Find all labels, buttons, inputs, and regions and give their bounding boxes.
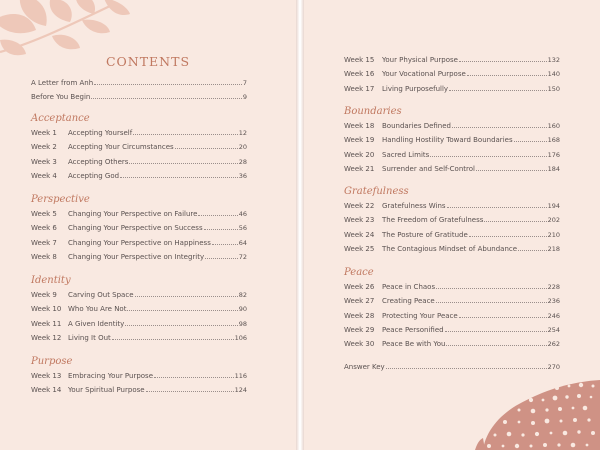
- dot-leader: [91, 98, 242, 99]
- entry-title: Accepting Others: [68, 157, 129, 166]
- dot-leader: [198, 215, 237, 216]
- dot-leader: [469, 236, 547, 237]
- week-label: Week 28: [344, 311, 375, 320]
- dot-leader: [94, 84, 242, 85]
- week-label: Week 21: [344, 164, 375, 173]
- contents-heading: CONTENTS: [105, 54, 191, 69]
- toc-entry[interactable]: [344, 213, 560, 227]
- dot-leader: [445, 331, 547, 332]
- toc-entry[interactable]: [344, 323, 560, 337]
- week-label: Week 20: [344, 150, 375, 159]
- page-number: 64: [238, 238, 247, 247]
- entry-title: Gratefulness Wins: [382, 202, 446, 210]
- week-label: Week 18: [344, 122, 375, 130]
- week-label: Week 9: [31, 291, 57, 299]
- week-label: Week 19: [344, 136, 375, 145]
- right-page: [304, 0, 600, 450]
- dot-leader: [205, 258, 238, 259]
- toc-entry[interactable]: [31, 236, 247, 250]
- week-label: Week 24: [344, 230, 375, 239]
- page-number: 236: [547, 297, 560, 306]
- week-label: Week 8: [31, 252, 57, 261]
- toc-entry[interactable]: [344, 162, 560, 176]
- week-label: Week 14: [31, 386, 62, 395]
- dot-leader: [449, 90, 547, 91]
- section-acceptance: [31, 112, 247, 183]
- week-label: Week 29: [344, 325, 375, 334]
- page-number: 194: [547, 202, 560, 210]
- entry-title: Your Physical Purpose: [382, 56, 458, 64]
- page-number: 246: [547, 311, 560, 320]
- entry-title: Your Spiritual Purpose: [68, 386, 145, 395]
- entry-title: A Letter from Anh: [31, 79, 94, 87]
- toc-entry[interactable]: [344, 82, 560, 96]
- dot-leader: [204, 229, 238, 230]
- week-label: Week 11: [31, 319, 62, 328]
- toc-entry[interactable]: [31, 250, 247, 264]
- week-label: Week 15: [344, 56, 375, 64]
- dot-leader: [146, 391, 234, 392]
- toc-entry[interactable]: [344, 360, 560, 374]
- dot-leader: [125, 325, 237, 326]
- entry-title: Living It Out: [68, 333, 111, 342]
- entry-title: Accepting Your Circumstances: [68, 143, 174, 152]
- entry-title: Who You Are Not: [68, 305, 127, 314]
- entry-title: Changing Your Perspective on Happiness: [68, 238, 211, 247]
- entry-title: The Freedom of Gratefulness: [382, 216, 484, 225]
- section-heading: Peace: [344, 267, 374, 278]
- entry-title: Embracing Your Purpose: [68, 372, 154, 380]
- toc-entry[interactable]: [31, 288, 247, 302]
- entry-title: Accepting God: [68, 171, 120, 180]
- toc-entry[interactable]: [31, 302, 247, 316]
- toc-entry[interactable]: [344, 294, 560, 308]
- entry-title: Boundaries Defined: [382, 122, 451, 130]
- dot-leader: [129, 163, 237, 164]
- section-heading: Boundaries: [344, 106, 402, 117]
- entry-title: Sacred Limits: [382, 150, 430, 159]
- toc-entry[interactable]: [344, 337, 560, 351]
- dotted-blob-decoration: [475, 378, 600, 450]
- toc-entry[interactable]: [344, 309, 560, 323]
- toc-entry[interactable]: [31, 207, 247, 221]
- week-label: Week 22: [344, 202, 375, 210]
- dot-leader: [154, 377, 234, 378]
- week-label: Week 4: [31, 171, 57, 180]
- week-label: Week 12: [31, 333, 62, 342]
- section-heading: Gratefulness: [344, 186, 409, 197]
- toc-entry[interactable]: [344, 148, 560, 162]
- dot-leader: [436, 302, 547, 303]
- week-label: Week 13: [31, 372, 62, 380]
- week-label: Week 25: [344, 244, 375, 253]
- page-number: 106: [234, 333, 247, 342]
- page-number: 20: [238, 143, 247, 152]
- page-number: 140: [547, 70, 560, 79]
- toc-entry[interactable]: [344, 228, 560, 242]
- page-number: 90: [238, 305, 247, 314]
- entry-title: The Posture of Gratitude: [382, 230, 468, 239]
- section-perspective: [31, 193, 247, 264]
- entry-title: Handling Hostility Toward Boundaries: [382, 136, 513, 145]
- dot-leader: [514, 141, 547, 142]
- dot-leader: [459, 61, 547, 62]
- page-number: 176: [547, 150, 560, 159]
- entry-title: Peace Be with You: [382, 340, 446, 349]
- dot-leader: [135, 296, 238, 297]
- week-label: Week 10: [31, 305, 62, 314]
- entry-title: Changing Your Perspective on Success: [68, 224, 203, 233]
- dot-leader: [452, 127, 547, 128]
- page-number: 202: [547, 216, 560, 225]
- page-number: 36: [238, 171, 247, 180]
- entry-title: Answer Key: [344, 363, 385, 371]
- section-purpose-continued: [344, 53, 560, 96]
- week-label: Week 17: [344, 84, 375, 93]
- entry-title: Peace Personified: [382, 325, 444, 334]
- week-label: Week 1: [31, 129, 57, 137]
- week-label: Week 27: [344, 297, 375, 306]
- toc-entry[interactable]: [344, 119, 560, 133]
- toc-entry[interactable]: [344, 67, 560, 81]
- dot-leader: [133, 134, 238, 135]
- leaf-branch-decoration: [0, 0, 140, 62]
- page-number: 262: [547, 340, 560, 349]
- book-gutter: [296, 0, 304, 450]
- entry-title: The Contagious Mindset of Abundance: [382, 244, 518, 253]
- entry-title: Carving Out Space: [68, 291, 134, 299]
- dot-leader: [112, 339, 234, 340]
- dot-leader: [120, 177, 238, 178]
- page-number: 184: [547, 164, 560, 173]
- section-heading: Perspective: [31, 194, 90, 205]
- entry-title: Surrender and Self-Control: [382, 164, 475, 173]
- toc-entry[interactable]: [344, 133, 560, 147]
- back-matter-list: [344, 360, 560, 374]
- page-number: 124: [234, 386, 247, 395]
- front-matter-list: [31, 76, 247, 105]
- entry-title: Before You Begin: [31, 93, 91, 102]
- week-label: Week 6: [31, 224, 57, 233]
- week-label: Week 2: [31, 143, 57, 152]
- dot-leader: [127, 310, 237, 311]
- page-number: 12: [238, 129, 247, 137]
- dot-leader: [386, 368, 547, 369]
- page-number: 9: [242, 93, 247, 102]
- page-number: 116: [234, 372, 247, 380]
- section-heading: Acceptance: [31, 113, 90, 124]
- page-number: 98: [238, 319, 247, 328]
- entry-title: Your Vocational Purpose: [382, 70, 466, 79]
- dot-leader: [467, 75, 547, 76]
- entry-title: Protecting Your Peace: [382, 311, 458, 320]
- entry-title: Changing Your Perspective on Failure: [68, 210, 198, 218]
- section-gratefulness: [344, 185, 560, 256]
- dot-leader: [212, 244, 238, 245]
- page-number: 228: [547, 283, 560, 291]
- entry-title: A Given Identity: [68, 319, 125, 328]
- page-number: 254: [547, 325, 560, 334]
- toc-entry[interactable]: [344, 53, 560, 67]
- toc-entry[interactable]: [31, 221, 247, 235]
- dot-leader: [436, 288, 546, 289]
- page-number: 132: [547, 56, 560, 64]
- page-number: 28: [238, 157, 247, 166]
- toc-entry[interactable]: [31, 126, 247, 140]
- toc-entry[interactable]: [31, 331, 247, 345]
- page-number: 168: [547, 136, 560, 145]
- toc-entry[interactable]: [31, 317, 247, 331]
- toc-entry[interactable]: [344, 199, 560, 213]
- week-label: Week 16: [344, 70, 375, 79]
- dot-leader: [518, 250, 547, 251]
- page-number: 46: [238, 210, 247, 218]
- toc-entry[interactable]: [344, 280, 560, 294]
- section-heading: Identity: [31, 275, 71, 286]
- entry-title: Changing Your Perspective on Integrity: [68, 252, 205, 261]
- week-label: Week 30: [344, 340, 375, 349]
- week-label: Week 3: [31, 157, 57, 166]
- section-identity: [31, 274, 247, 345]
- page-number: 270: [547, 363, 560, 371]
- dot-leader: [175, 148, 238, 149]
- dot-leader: [476, 170, 547, 171]
- section-purpose: [31, 355, 247, 398]
- section-boundaries: [344, 105, 560, 176]
- page-number: 218: [547, 244, 560, 253]
- toc-entry[interactable]: [31, 76, 247, 90]
- toc-entry[interactable]: [31, 90, 247, 104]
- week-label: Week 7: [31, 238, 57, 247]
- toc-entry[interactable]: [31, 369, 247, 383]
- dot-leader: [484, 221, 546, 222]
- dot-leader: [446, 345, 546, 346]
- dot-leader: [459, 317, 547, 318]
- section-heading: Purpose: [31, 356, 73, 367]
- toc-entry[interactable]: [31, 169, 247, 183]
- page-number: 56: [238, 224, 247, 233]
- page-number: 82: [238, 291, 247, 299]
- dot-leader: [430, 156, 546, 157]
- section-peace: [344, 266, 560, 351]
- entry-title: Creating Peace: [382, 297, 435, 306]
- week-label: Week 26: [344, 283, 375, 291]
- toc-entry[interactable]: [31, 155, 247, 169]
- page-number: 210: [547, 230, 560, 239]
- toc-entry[interactable]: [344, 242, 560, 256]
- page-number: 7: [242, 79, 247, 87]
- week-label: Week 5: [31, 210, 57, 218]
- page-number: 72: [238, 252, 247, 261]
- week-label: Week 23: [344, 216, 375, 225]
- entry-title: Accepting Yourself: [68, 129, 133, 137]
- entry-title: Peace in Chaos: [382, 283, 436, 291]
- dot-leader: [447, 207, 547, 208]
- left-page: [0, 0, 296, 450]
- entry-title: Living Purposefully: [382, 84, 449, 93]
- toc-entry[interactable]: [31, 383, 247, 397]
- toc-entry[interactable]: [31, 140, 247, 154]
- page-number: 160: [547, 122, 560, 130]
- page-number: 150: [547, 84, 560, 93]
